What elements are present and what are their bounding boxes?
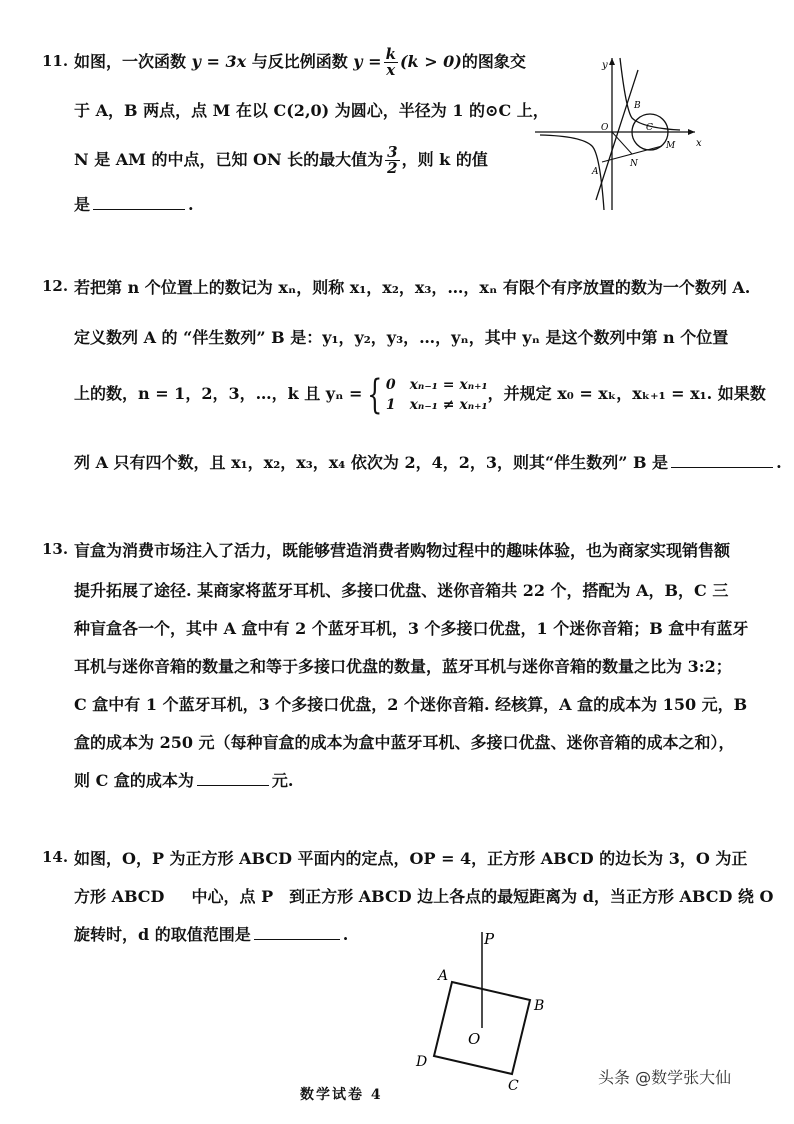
x-axis-arrow-icon <box>688 129 695 135</box>
answer-blank[interactable] <box>93 208 185 210</box>
label-o: O <box>468 1030 481 1048</box>
label-b: B <box>534 998 545 1014</box>
q11-figure <box>530 50 710 220</box>
q12-line-4: 列 A 只有四个数，且 x₁，x₂，x₃，x₄ 依次为 2，4，2，3，则其“伴生数列” B 是 . <box>74 453 782 472</box>
q13-line-7: 则 C 盒的成本为 元. <box>74 771 294 790</box>
answer-blank[interactable] <box>197 784 269 786</box>
label-o: O <box>601 123 609 133</box>
brace-icon: { <box>367 371 383 418</box>
question-number: 11. <box>42 52 69 70</box>
q12-line-3: 上的数，n = 1，2，3，…，k 且 yₙ = { 0 xₙ₋₁ = xₙ₊₁ 1 xₙ₋₁ ≠ xₙ₊₁ ，并规定 x₀ = xₖ，xₖ₊₁ = x₁. 如果数 <box>74 371 766 418</box>
q14-line-3: 旋转时，d 的取值范围是 . <box>74 925 349 944</box>
q13-line-3: 种盲盒各一个，其中 A 盒中有 2 个蓝牙耳机，3 个多接口优盘，1 个迷你音箱；B 盒中有蓝牙 <box>74 619 749 638</box>
q11-line-1: 如图，一次函数 y = 3x 与反比例函数 y = $\frac{k}{x}$ (k > 0)的图象交 <box>74 45 526 79</box>
label-a: A <box>592 167 599 177</box>
q14-line-2: 方形 ABCD 中心，点 P 到正方形 ABCD 边上各点的最短距离为 d，当正方形 ABCD 绕 O <box>74 887 774 906</box>
label-b: B <box>634 101 641 111</box>
q11-line-3: N 是 AM 的中点，已知 ON 长的最大值为 $\frac{3}{2}$ ，则 k 的值 <box>74 143 488 177</box>
watermark: 头条 @数学张大仙 <box>598 1068 732 1087</box>
page-footer: 数学试卷 4 <box>300 1087 383 1103</box>
label-x: x <box>696 138 702 149</box>
answer-blank[interactable] <box>254 938 340 940</box>
q13-line-1: 盲盒为消费市场注入了活力，既能够营造消费者购物过程中的趣味体验，也为商家实现销售额 <box>74 541 731 560</box>
label-n: N <box>630 159 638 169</box>
label-a: A <box>438 968 449 984</box>
q13-line-4: 耳机与迷你音箱的数量之和等于多接口优盘的数量，蓝牙耳机与迷你音箱的数量之比为 3:2； <box>74 657 732 676</box>
question-number: 13. <box>42 540 69 558</box>
y-axis-arrow-icon <box>609 58 615 65</box>
label-y: y <box>602 60 608 71</box>
label-m: M <box>666 141 676 151</box>
hyperbola-branch-1 <box>620 58 680 130</box>
label-c: C <box>508 1078 519 1094</box>
q11-line-4: 是 . <box>74 195 194 214</box>
q13-line-2: 提升拓展了途径. 某商家将蓝牙耳机、多接口优盘、迷你音箱共 22 个，搭配为 A，B，C 三 <box>74 581 729 600</box>
q14-figure <box>400 922 560 1102</box>
q13-line-6: 盒的成本为 250 元（每种盲盒的成本为盒中蓝牙耳机、多接口优盘、迷你音箱的成本之和）， <box>74 733 735 752</box>
answer-blank[interactable] <box>671 466 773 468</box>
label-p: P <box>484 930 495 948</box>
question-number: 12. <box>42 277 69 295</box>
q14-line-1: 如图，O，P 为正方形 ABCD 平面内的定点，OP = 4，正方形 ABCD 的边长为 3，O 为正 <box>74 849 748 868</box>
question-number: 14. <box>42 848 69 866</box>
q13-line-5: C 盒中有 1 个蓝牙耳机，3 个多接口优盘，2 个迷你音箱. 经核算，A 盒的成本为 150 元，B <box>74 695 748 714</box>
label-c: C <box>646 123 653 133</box>
label-d: D <box>416 1054 428 1070</box>
q12-line-1: 若把第 n 个位置上的数记为 xₙ，则称 x₁，x₂，x₃，…，xₙ 有限个有序放置的数为一个数列 A. <box>74 278 751 297</box>
q12-line-2: 定义数列 A 的 “伴生数列” B 是：y₁，y₂，y₃，…，yₙ，其中 yₙ 是这个数列中第 n 个位置 <box>74 328 729 347</box>
q11-line-2: 于 A，B 两点，点 M 在以 C(2,0) 为圆心，半径为 1 的⊙C 上， <box>74 101 549 120</box>
